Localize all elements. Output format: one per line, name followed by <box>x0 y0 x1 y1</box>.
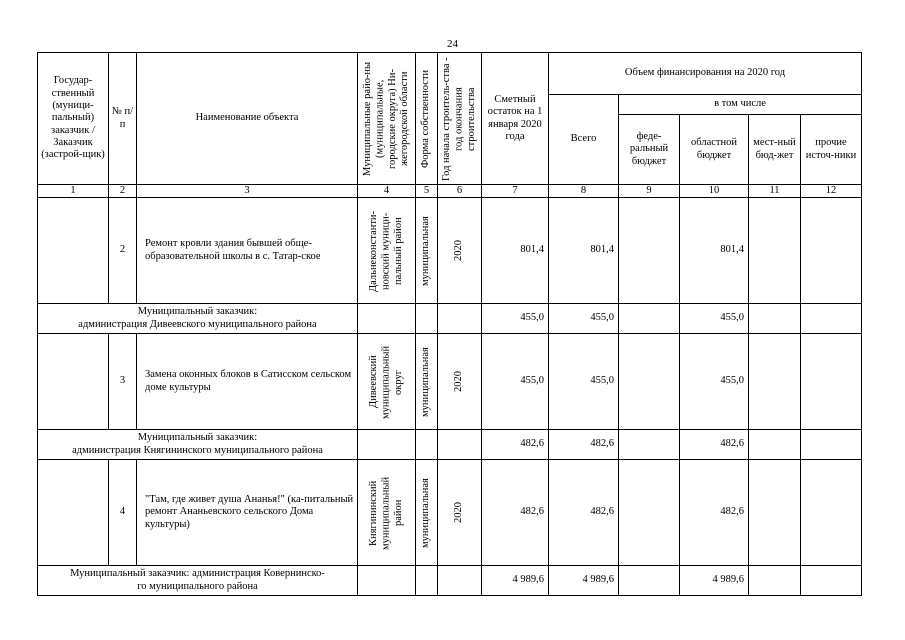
year-cell: 2020 <box>453 240 465 261</box>
col-number: 6 <box>438 185 482 198</box>
year-cell: 2020 <box>453 502 465 523</box>
total-cell: 482,6 <box>549 430 619 460</box>
customer-line: го муниципального района <box>137 580 258 592</box>
balance-cell: 801,4 <box>482 198 549 304</box>
row-number: 3 <box>109 334 137 430</box>
balance-cell: 455,0 <box>482 334 549 430</box>
ownership-cell: муниципальная <box>420 477 432 548</box>
page-number: 24 <box>447 38 458 50</box>
regional-cell: 801,4 <box>680 198 749 304</box>
regional-cell: 482,6 <box>680 430 749 460</box>
table-row <box>38 304 862 334</box>
total-cell: 455,0 <box>549 334 619 430</box>
customer-cell <box>38 430 358 460</box>
customer-line: Муниципальный заказчик: <box>137 306 258 318</box>
object-name: "Там, где живет душа Ананья!" (ка-питальный ремонт Ананьевского сельского Дома культуры) <box>137 460 358 566</box>
municipality-cell: Дальнеконстанти-новский муници-пальный район <box>367 209 404 292</box>
header-including: в том числе <box>619 95 862 115</box>
header-local: мест-ный бюд-жет <box>749 115 801 185</box>
regional-cell: 455,0 <box>680 334 749 430</box>
header-customer: Государ-ственный (муници-пальный) заказчик / Заказчик (застрой-щик) <box>38 53 109 185</box>
year-cell: 2020 <box>453 371 465 392</box>
balance-cell: 455,0 <box>482 304 549 334</box>
col-number: 11 <box>749 185 801 198</box>
header-balance: Сметный остаток на 1 января 2020 года <box>482 53 549 185</box>
ownership-cell: муниципальная <box>420 215 432 286</box>
header-regional: областной бюджет <box>680 115 749 185</box>
table-row <box>38 334 862 430</box>
row-number: 4 <box>109 460 137 566</box>
col-number: 10 <box>680 185 749 198</box>
customer-line: Муниципальный заказчик: <box>137 432 258 444</box>
col-number: 5 <box>416 185 438 198</box>
municipality-cell: Дивеевский муниципальный округ <box>367 344 404 419</box>
balance-cell: 482,6 <box>482 460 549 566</box>
header-other: прочие источ-ники <box>801 115 862 185</box>
customer-cell <box>38 566 358 596</box>
header-ownership: Форма собственности <box>420 69 432 168</box>
regional-cell: 4 989,6 <box>680 566 749 596</box>
table-row <box>38 566 862 596</box>
header-total: Всего <box>549 95 619 185</box>
total-cell: 455,0 <box>549 304 619 334</box>
regional-cell: 482,6 <box>680 460 749 566</box>
table-row <box>38 460 862 566</box>
row-number: 2 <box>109 198 137 304</box>
total-cell: 482,6 <box>549 460 619 566</box>
column-number-row <box>38 185 862 198</box>
col-number: 7 <box>482 185 549 198</box>
regional-cell: 455,0 <box>680 304 749 334</box>
header-funding: Объем финансирования на 2020 год <box>549 53 862 95</box>
header-object-name: Наименование объекта <box>137 53 358 185</box>
col-number: 3 <box>137 185 358 198</box>
table-row <box>38 430 862 460</box>
balance-cell: 482,6 <box>482 430 549 460</box>
header-years: Год начала строитель-ства - год окончания строительства <box>440 56 477 181</box>
col-number: 1 <box>38 185 109 198</box>
col-number: 8 <box>549 185 619 198</box>
total-cell: 4 989,6 <box>549 566 619 596</box>
customer-cell <box>38 304 358 334</box>
customer-line: Муниципальный заказчик: администрация Ковернинско- <box>70 568 325 580</box>
municipality-cell: Княгининский муниципальный район <box>367 475 404 550</box>
table-row <box>38 198 862 304</box>
header-num: № п/п <box>109 53 137 185</box>
customer-line: администрация Княгининского муниципального района <box>72 444 323 456</box>
header-federal: феде-ральный бюджет <box>619 115 680 185</box>
ownership-cell: муниципальная <box>420 346 432 417</box>
object-name: Замена оконных блоков в Сатисском сельском доме культуры <box>137 334 358 430</box>
col-number: 9 <box>619 185 680 198</box>
col-number: 4 <box>358 185 416 198</box>
total-cell: 801,4 <box>549 198 619 304</box>
col-number: 2 <box>109 185 137 198</box>
object-name: Ремонт кровли здания бывшей обще-образовательной школы в с. Татар-ское <box>137 198 358 304</box>
header-municipality: Муниципальные райо-ны (муниципальные, городские округа) Ни-жегородской области <box>361 61 410 176</box>
financing-table <box>37 52 862 596</box>
customer-line: администрация Дивеевского муниципального района <box>78 318 317 330</box>
col-number: 12 <box>801 185 862 198</box>
balance-cell: 4 989,6 <box>482 566 549 596</box>
